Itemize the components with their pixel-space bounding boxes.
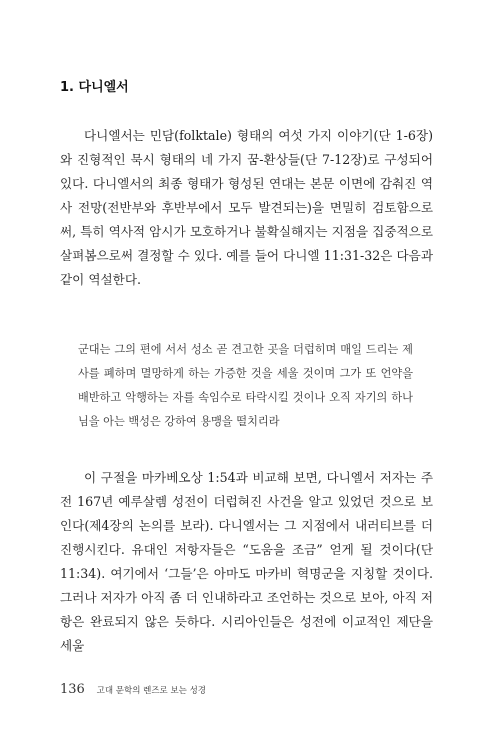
paragraph-text: 이 구절을 마카베오상 1:54과 비교해 보면, 다니엘서 저자는 주전 167년 예루살렘 성전이 더럽혀진 사건을 알고 있었던 것으로 보인다(제4장의 논의를 보라). 다니엘서는 그 지점에서 내러티브를 더 진행시킨다. 유대인 저항자들은 “도움을 조금” 얻게 될 것이다(단 11:34). 여기에서 ‘그들’은 아마도 마카비 혁명군을 지칭할 것이다. 그러나 저자가 아직 좀 더 인내하라고 조언하는 것으로 보아, 아직 저항은 완료되지 않은 듯하다. 시리아인들은 성전에 이교적인 제단을 세울 (60, 470, 433, 653)
page-footer (60, 682, 206, 697)
page-number: 136 (60, 682, 85, 697)
body-paragraph-1 (60, 124, 433, 292)
running-title: 고대 문학의 렌즈로 보는 성경 (96, 686, 206, 696)
paragraph-text: 다니엘서는 민담(folktale) 형태의 여섯 가지 이야기(단 1-6장)와 진형적인 묵시 형태의 네 가지 꿈-환상들(단 7-12장)로 구성되어 있다. 다니엘서의 최종 형태가 형성된 연대는 본문 이면에 감춰진 역사 전망(전반부와 후반부에서 모두 발견되는)을 면밀히 검토함으로써, 특히 역사적 암시가 모호하거나 불확실해지는 지점을 집중적으로 살펴봄으로써 결정할 수 있다. 예를 들어 다니엘 11:31-32은 다음과 같이 역설한다. (60, 128, 433, 287)
quote-text: 군대는 그의 편에 서서 성소 곧 견고한 곳을 더럽히며 매일 드리는 제사를 폐하며 멸망하게 하는 가증한 것을 세울 것이며 그가 또 언약을 배반하고 악행하는 자를 속임수로 타락시킬 것이나 오직 자기의 하나님을 아는 백성은 강하여 용맹을 떨치리라 (78, 343, 413, 428)
section-heading: 1. 다니엘서 (60, 80, 129, 95)
block-quote (78, 338, 413, 434)
body-paragraph-2 (60, 466, 433, 658)
